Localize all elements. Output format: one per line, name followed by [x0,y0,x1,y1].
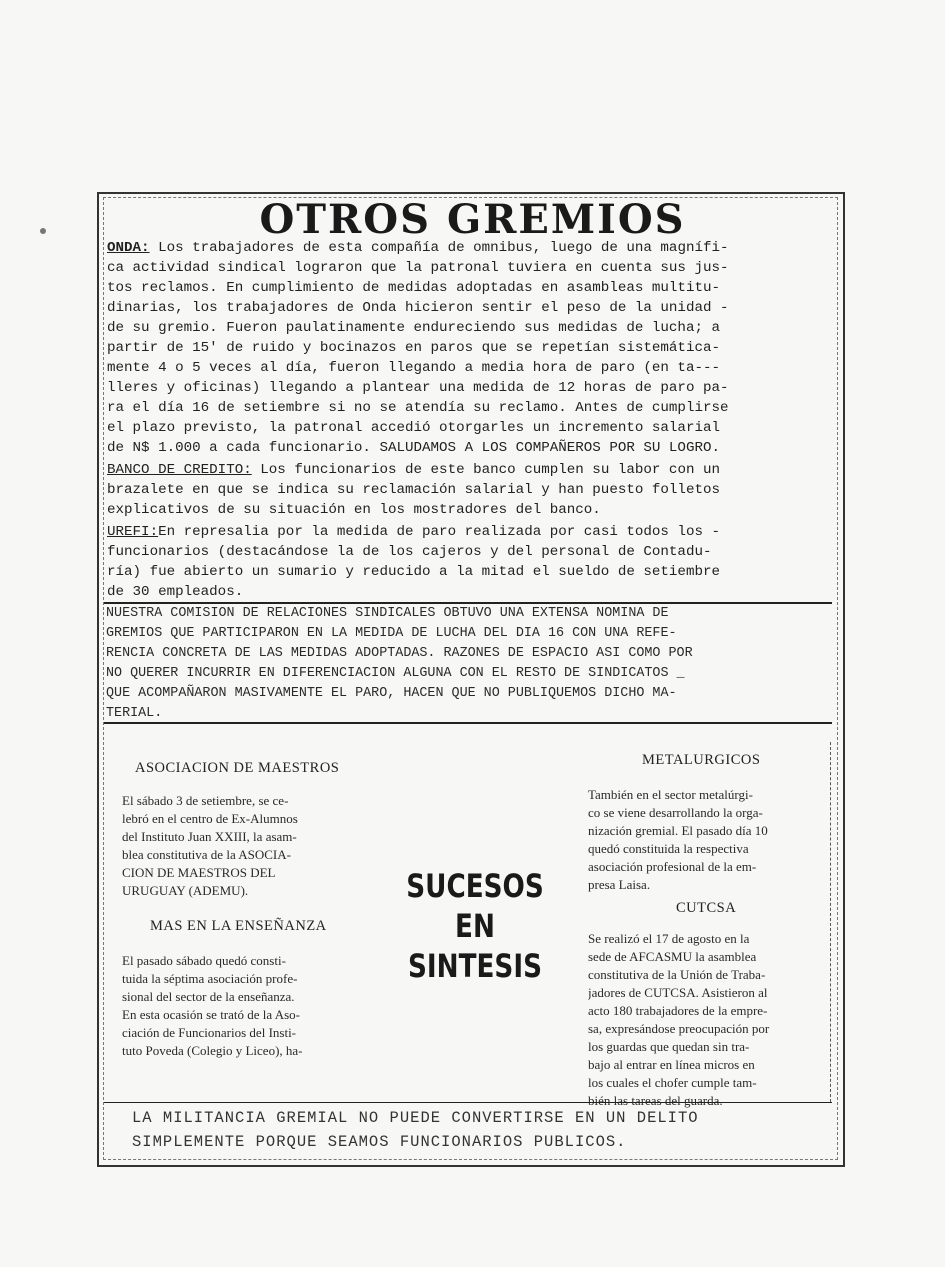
column-line: URUGUAY (ADEMU). [122,883,249,898]
caps-notice-line: GREMIOS QUE PARTICIPARON EN LA MEDIDA DE LUCHA DEL DIA 16 CON UNA REFE- [106,626,677,641]
column-line: lebró en el centro de Ex-Alumnos [122,811,298,826]
news-line: ONDA: Los trabajadores de esta compañía de omnibus, luego de una magnífi- [107,240,729,256]
column-line: asociación profesional de la em- [588,859,757,874]
column-line: El sábado 3 de setiembre, se ce- [122,793,289,808]
paper-speck [40,228,46,234]
news-line: el plazo previsto, la patronal accedió otorgarles un incremento salarial [107,420,720,436]
caps-notice-line: TERIAL. [106,706,163,721]
column-line: El pasado sábado quedó consti- [122,953,286,968]
column-line: jadores de CUTCSA. Asistieron al [588,985,768,1000]
column-heading: MAS EN LA ENSEÑANZA [150,918,327,934]
news-line: funcionarios (destacándose la de los cajeros y del personal de Contadu- [107,544,712,560]
column-heading: CUTCSA [676,900,737,916]
column-line: constitutiva de la Unión de Traba- [588,967,766,982]
column-line: los guardas que quedan sin tra- [588,1039,750,1054]
news-line: de 30 empleados. [107,584,244,600]
news-line: de N$ 1.000 a cada funcionario. SALUDAMOS A LOS COMPAÑEROS POR SU LOGRO. [107,440,720,456]
column-line: del Instituto Juan XXIII, la asam- [122,829,297,844]
column-line: CION DE MAESTROS DEL [122,865,276,880]
footer-slogan-line: SIMPLEMENTE PORQUE SEAMOS FUNCIONARIOS PUBLICOS. [132,1133,627,1151]
column-line: quedó constituida la respectiva [588,841,749,856]
news-line: ría) fue abierto un sumario y reducido a la mitad el sueldo de setiembre [107,564,720,580]
paragraph-lead: UREFI: [107,524,159,540]
news-line: tos reclamos. En cumplimiento de medidas adoptadas en asambleas multitu- [107,280,720,296]
caps-notice-line: QUE ACOMPAÑARON MASIVAMENTE EL PARO, HACEN QUE NO PUBLIQUEMOS DICHO MA- [106,686,677,701]
news-line: BANCO DE CREDITO: Los funcionarios de este banco cumplen su labor con un [107,462,721,478]
column-line: presa Laisa. [588,877,651,892]
news-line: de su gremio. Fueron paulatinamente endureciendo sus medidas de lucha; a [107,320,720,336]
sucesos-title-line: EN SINTESIS [407,907,542,985]
paragraph-lead: ONDA: [107,240,150,256]
column-line: tuto Poveda (Colegio y Liceo), ha- [122,1043,303,1058]
sucesos-title [397,866,553,986]
column-divider [830,742,831,1102]
column-line: acto 180 trabajadores de la empre- [588,1003,768,1018]
sucesos-title-line: SUCESOS [406,867,544,905]
divider [104,722,832,724]
footer-slogan-line: LA MILITANCIA GREMIAL NO PUEDE CONVERTIRSE EN UN DELITO [132,1109,699,1127]
column-line: blea constitutiva de la ASOCIA- [122,847,291,862]
news-line: partir de 15' de ruido y bocinazos en paros que se repetían sistemática- [107,340,720,356]
caps-notice-line: RENCIA CONCRETA DE LAS MEDIDAS ADOPTADAS. RAZONES DE ESPACIO ASI COMO POR [106,646,693,661]
column-line: nización gremial. El pasado día 10 [588,823,768,838]
column-line: También en el sector metalúrgi- [588,787,753,802]
caps-notice-line: NUESTRA COMISION DE RELACIONES SINDICALES OBTUVO UNA EXTENSA NOMINA DE [106,606,669,621]
column-line: ciación de Funcionarios del Insti- [122,1025,297,1040]
column-heading: METALURGICOS [642,752,761,768]
news-line: ra el día 16 de setiembre si no se atendía su reclamo. Antes de cumplirse [107,400,729,416]
column-line: bajo al entrar en línea micros en [588,1057,755,1072]
column-line: sional del sector de la enseñanza. [122,989,295,1004]
column-line: los cuales el chofer cumple tam- [588,1075,757,1090]
divider [104,1102,832,1103]
column-line: tuida la séptima asociación profe- [122,971,298,986]
section-heading: OTROS GREMIOS [259,196,686,243]
news-line: brazalete en que se indica su reclamación salarial y han puesto folletos [107,482,720,498]
news-line: mente 4 o 5 veces al día, fueron llegando a media hora de paro (en ta--- [107,360,720,376]
column-heading: ASOCIACION DE MAESTROS [135,760,340,776]
news-line: explicativos de su situación en los mostradores del banco. [107,502,601,518]
column-line: co se viene desarrollando la orga- [588,805,763,820]
column-line: Se realizó el 17 de agosto en la [588,931,750,946]
news-line: lleres y oficinas) llegando a plantear una medida de 12 horas de paro pa- [107,380,729,396]
column-line: En esta ocasión se trató de la Aso- [122,1007,300,1022]
caps-notice-line: NO QUERER INCURRIR EN DIFERENCIACION ALGUNA CON EL RESTO DE SINDICATOS _ [106,666,685,681]
column-line: sa, expresándose preocupación por [588,1021,770,1036]
news-line: dinarias, los trabajadores de Onda hicieron sentir el peso de la unidad - [107,300,729,316]
column-line: bién las tareas del guarda. [588,1093,723,1108]
news-line: UREFI:En represalia por la medida de paro realizada por casi todos los - [107,524,721,540]
paragraph-lead: BANCO DE CREDITO: [107,462,252,478]
news-line: ca actividad sindical lograron que la patronal tuviera en cuenta sus jus- [107,260,729,276]
column-line: sede de AFCASMU la asamblea [588,949,757,964]
